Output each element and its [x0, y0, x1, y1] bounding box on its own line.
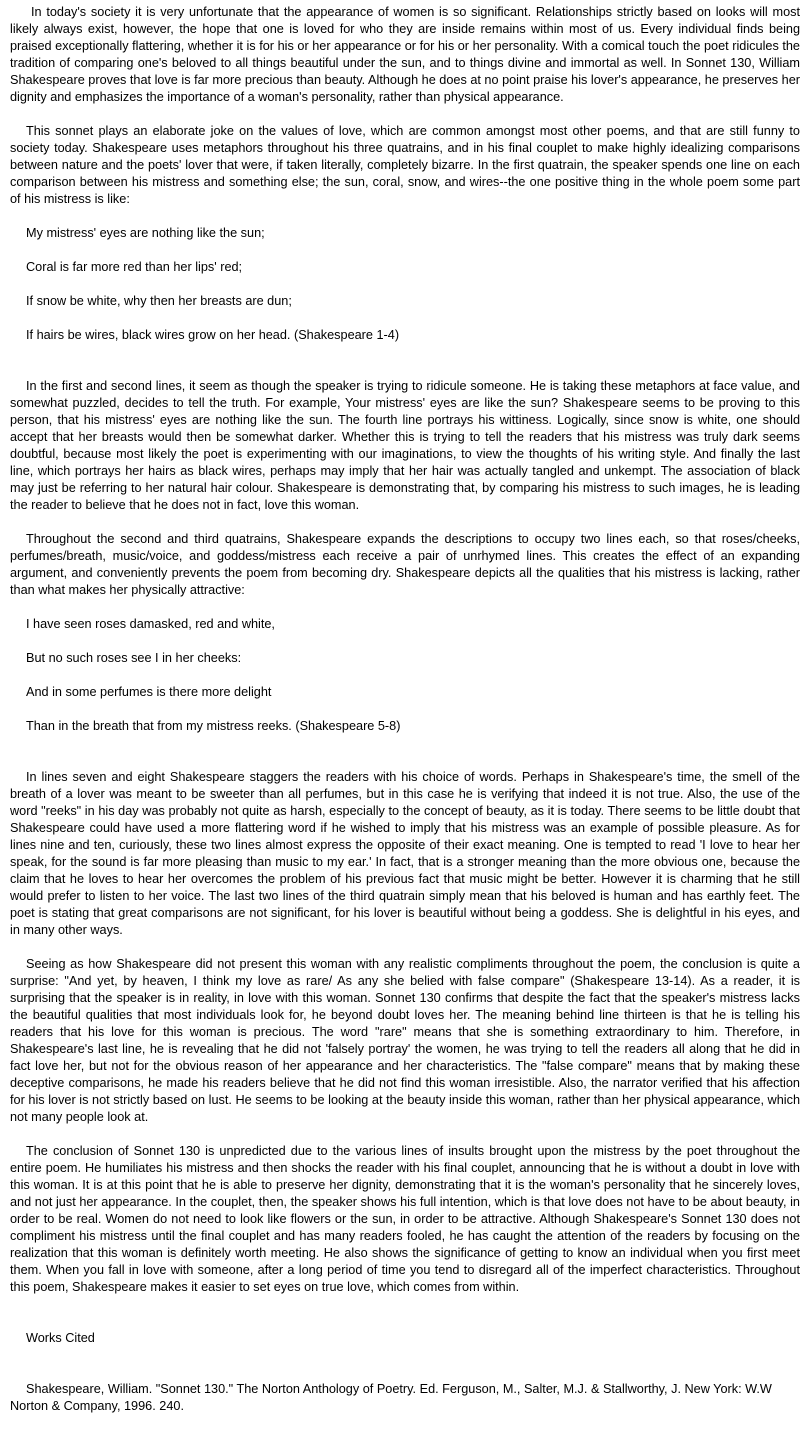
spacer	[10, 1364, 800, 1381]
quote-line: I have seen roses damasked, red and white,	[26, 617, 275, 631]
body-paragraph: This sonnet plays an elaborate joke on the values of love, which are common amongst most other poems, and that are still funny to society today. Shakespeare uses metaphors throughout his three quatrains, and in his final couplet to make highly idealizing comparisons between nature and the poets' lover that were, if taken literally, completely bizarre. In the first quatrain, the speaker spends one line on each comparison between his mistress and something else; the sun, coral, snow, and wires--the one positive thing in the whole poem some part of his mistress is like:	[10, 124, 800, 206]
quote-line: Coral is far more red than her lips' red;	[26, 260, 243, 274]
body-paragraph: In lines seven and eight Shakespeare staggers the readers with his choice of words. Perhaps in Shakespeare's time, the smell of the breath of a lover was meant to be sweeter than all perfumes, but in this case he is verifying that indeed it is not true. Also, the use of the word "reeks" in his day was probably not quite as harsh, especially to the concept of beauty, as it is today. There seems to be little doubt that Shakespeare could have used a more flattering word if he wished to imply that his mistress was an example of possible pleasure. As for lines nine and ten, curiously, these two lines almost express the opposite of their exact meaning. One is tempted to read 'I love to hear her speak, for the sound is far more pleasing than music to my ear.' In fact, that is a stronger meaning than the more obvious one, because the claim that he loves to hear her overcomes the problem of his previous fact that music might be better. However it is charming that he still would prefer to listen to her voice. The last two lines of the third quatrain simply mean that his beloved is human and has earthly feet. The poet is stating that great comparisons are not significant, for his lover is beautiful without being a goddess. She is delightful in his eyes, and in many other ways.	[10, 770, 800, 937]
body-paragraph: Seeing as how Shakespeare did not present this woman with any realistic compliments throughout the poem, the conclusion is quite a surprise: "And yet, by heaven, I think my love as rare/ As any she belied with false compare" (Shakespeare 13-14). As a reader, it is surprising that the speaker is in reality, in love with this woman. Sonnet 130 confirms that despite the fact that the speaker's mistress lacks the beautiful qualities that most individuals look for, he beyond doubt loves her. The meaning behind line thirteen is that he is telling his readers that his love for this woman is precious. The word "rare" means that she is something extraordinary to him. Therefore, in Shakespeare's last line, he is revealing that he did not 'falsely portray' the women, he was trying to tell the readers all along that he did in fact love her, but not for the obvious reason of her appearance and her characteristics. The "false compare" means that by making these deceptive comparisons, he made his readers believe that he did not find this woman irresistible. Also, the narrator verified that his affection for his lover is not strictly based on lust. He seems to be looking at the beauty inside this woman, rather than her physical appearance, which not many people look at.	[10, 957, 800, 1124]
body-paragraph: In the first and second lines, it seem as though the speaker is trying to ridicule someone. He is taking these metaphors at face value, and somewhat puzzled, decides to tell the truth. For example, Your mistress' eyes are like the sun? Shakespeare seems to be proving to this person, that his mistress' eyes are nothing like the sun. The fourth line portrays his wittiness. Logically, since snow is white, one should accept that her breasts would then be somewhat darker. Whether this is trying to tell the readers that his mistress was truly dark seems doubtful, because most likely the poet is experimenting with our imaginations, to view the thoughts of his writing style. And finally the last line, which portrays her hairs as black wires, perhaps may imply that her hair was actually tangled and unkempt. The association of black may just be referring to her natural hair colour. Shakespeare is demonstrating that, by comparing his mistress to such images, he is leading the reader to believe that he does not in fact, love this woman.	[10, 379, 800, 512]
quote-line: And in some perfumes is there more delight	[26, 685, 272, 699]
body-paragraph: Throughout the second and third quatrains, Shakespeare expands the descriptions to occupy two lines each, so that roses/cheeks, perfumes/breath, music/voice, and goddess/mistress each receive a pair of unrhymed lines. This creates the effect of an expanding argument, and conveniently prevents the poem from becoming dry. Shakespeare depicts all the qualities that his mistress is lacking, rather than what makes her physically attractive:	[10, 532, 800, 597]
quote-line: If snow be white, why then her breasts are dun;	[26, 294, 292, 308]
spacer	[10, 1313, 800, 1330]
quote-line: My mistress' eyes are nothing like the sun;	[26, 226, 265, 240]
quote-line: But no such roses see I in her cheeks:	[26, 651, 242, 665]
quote-line: Than in the breath that from my mistress reeks. (Shakespeare 5-8)	[26, 719, 401, 733]
works-cited-heading: Works Cited	[26, 1331, 95, 1345]
conclusion-paragraph: The conclusion of Sonnet 130 is unpredicted due to the various lines of insults brought upon the mistress by the poet throughout the entire poem. He humiliates his mistress and then shocks the reader with his final couplet, announcing that he is without a doubt in love with this woman. It is at this point that he is able to preserve her dignity, demonstrating that it is the woman's personality that he sincerely loves, and not just her appearance. In the couplet, then, the speaker shows his full intention, which is that love does not have to be about beauty, in order to be real. Women do not need to look like flowers or the sun, in order to be attractive. Although Shakespeare's Sonnet 130 does not compliment his mistress until the final couplet and has many readers fooled, he has caught the attention of the readers by focusing on the realization that this woman is definitely worth meeting. He also shows the significance of getting to know an individual when you first meet them. When you fall in love with someone, after a long period of time you tend to disregard all of the imperfect characteristics. Throughout this poem, Shakespeare makes it easier to set eyes on true love, which comes from within.	[10, 1144, 800, 1294]
quote-line: If hairs be wires, black wires grow on her head. (Shakespeare 1-4)	[26, 328, 400, 342]
intro-paragraph: In today's society it is very unfortunate that the appearance of women is so significant. Relationships strictly based on looks will most likely always exist, however, the hope that one is loved for who they are inside remains within most of us. Every individual finds being praised exceptionally flattering, whether it is for his or her appearance or for his or her personality. With a comical touch the poet ridicules the tradition of comparing one's beloved to all things beautiful under the sun, and to things divine and immortal as well. In Sonnet 130, William Shakespeare proves that love is far more precious than beauty. Although he does at no point praise his lover's appearance, he preserves her dignity and emphasizes the importance of a woman's personality, rather than physical appearance.	[10, 5, 800, 104]
works-cited-entry: Shakespeare, William. "Sonnet 130." The Norton Anthology of Poetry. Ed. Ferguson, M., Salter, M.J. & Stallworthy, J. New York: W.W Norton & Company, 1996. 240.	[10, 1382, 772, 1413]
